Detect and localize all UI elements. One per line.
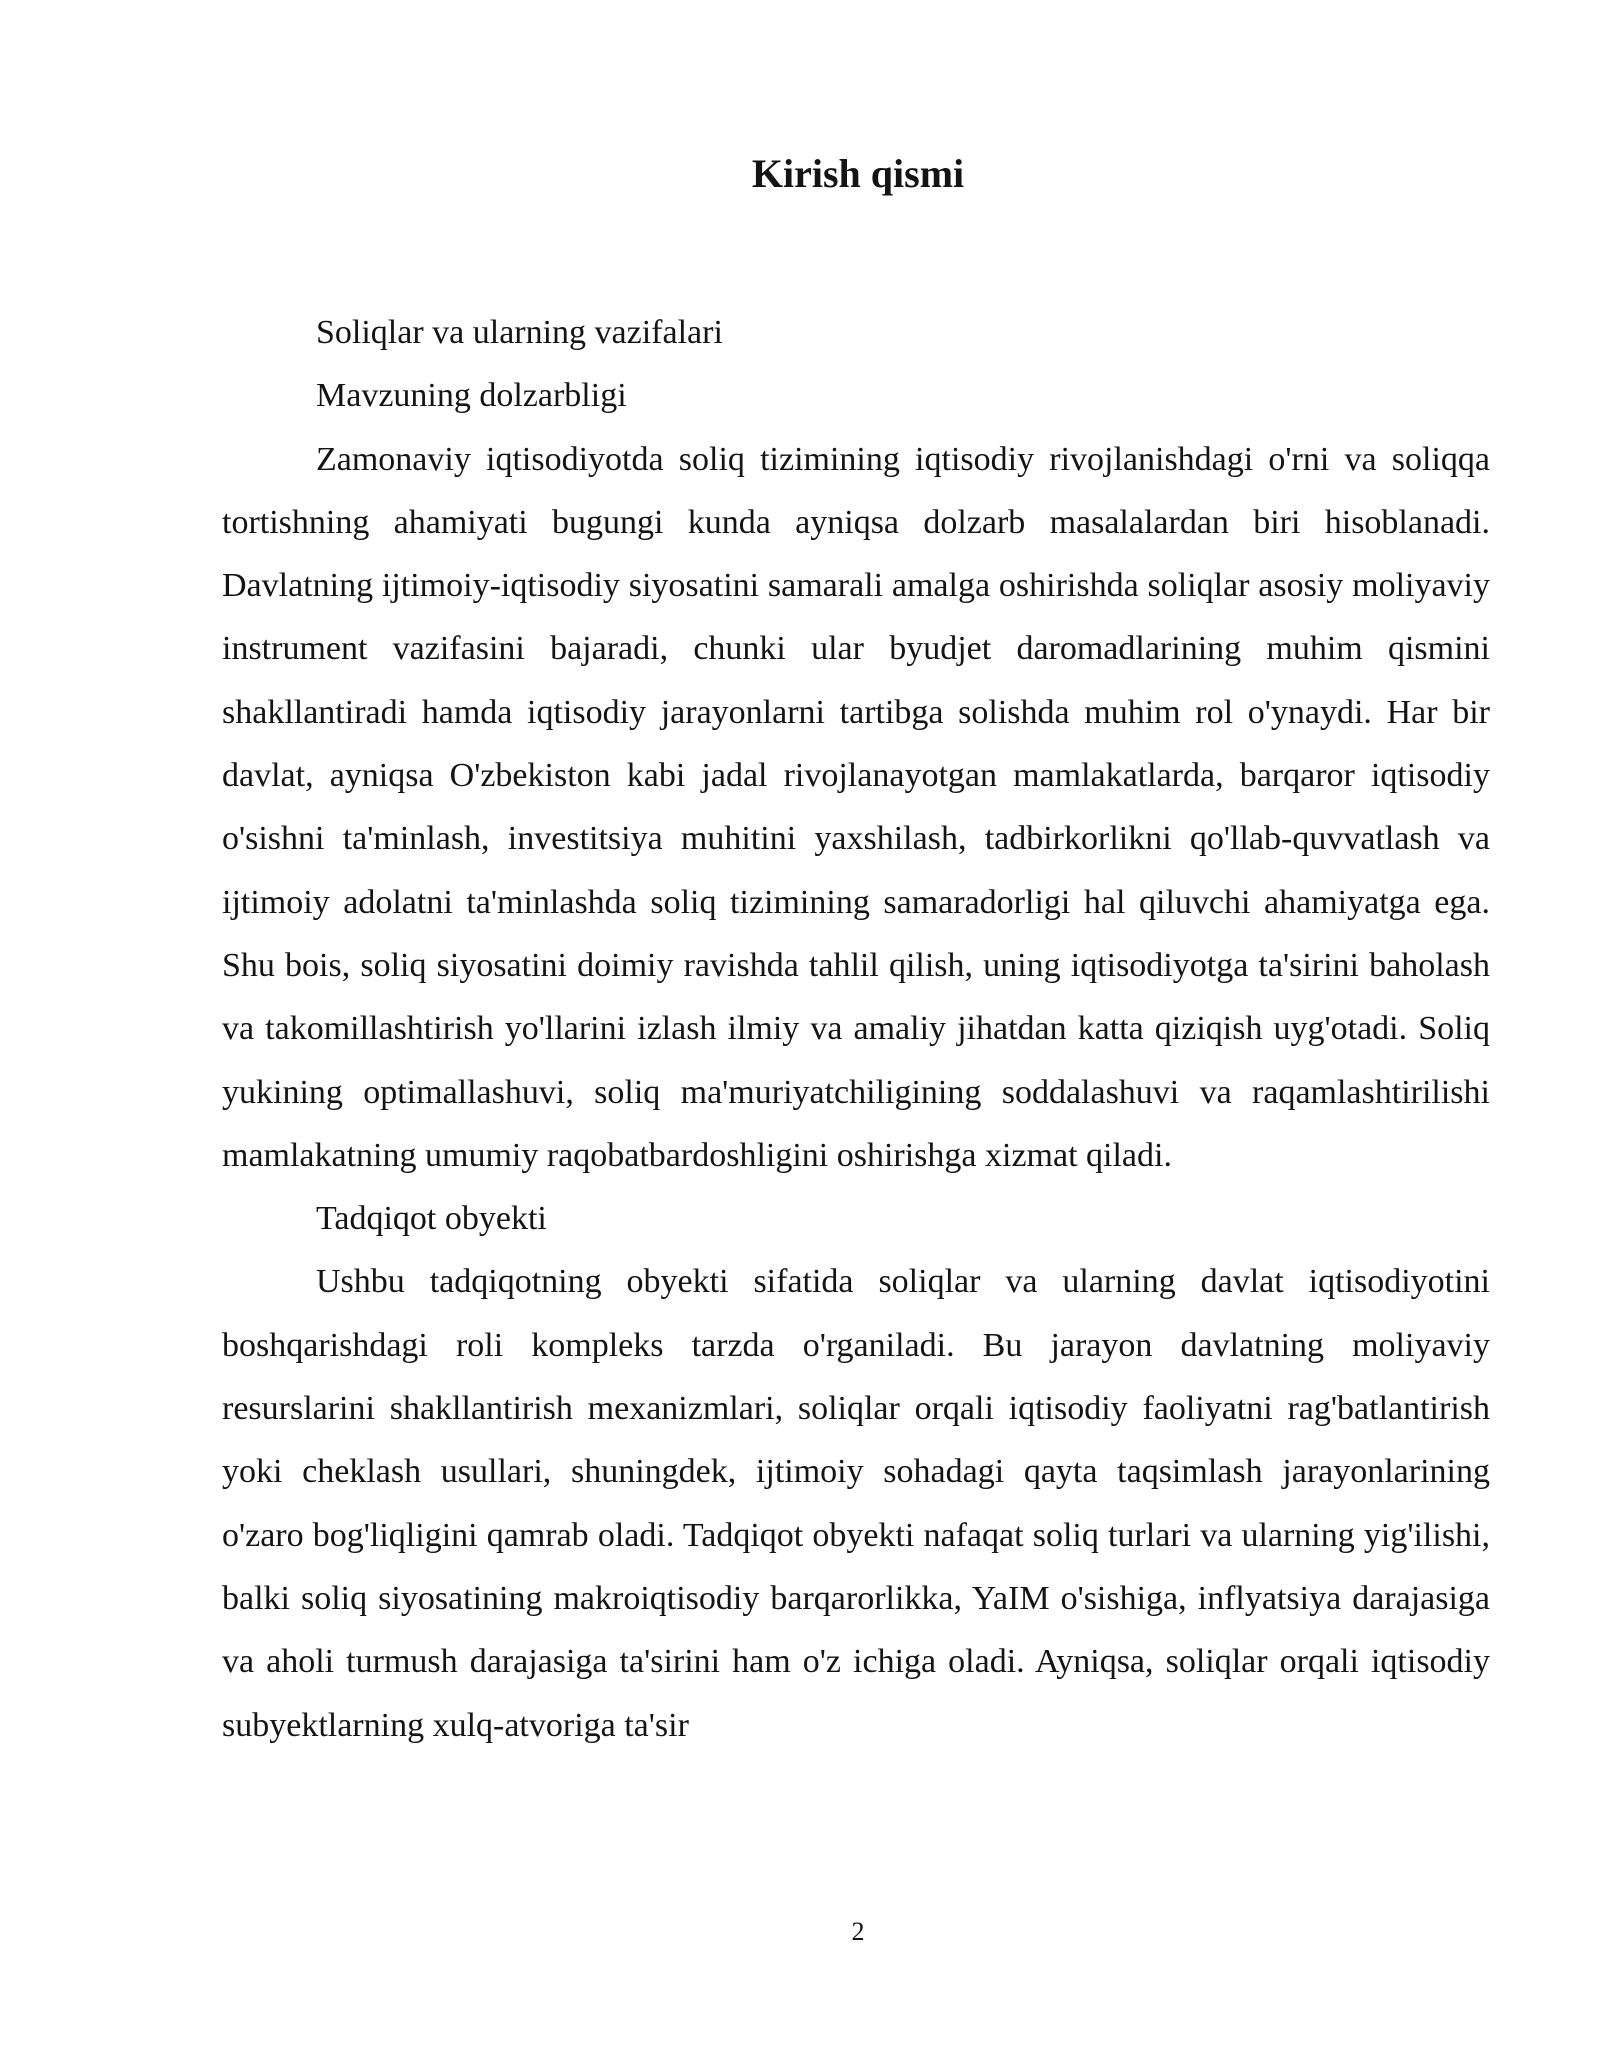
document-body: [222, 301, 1490, 1757]
topic-line: Soliqlar va ularning vazifalari: [316, 314, 723, 351]
relevance-paragraph: Zamonaviy iqtisodiyotda soliq tizimining iqtisodiy rivojlanishdagi o'rni va soliqqa tortishning ahamiyati bugungi kunda ayniqsa dolzarb masalalardan biri hisoblanadi. Davlatning ijtimoiy-iqtisodiy siyosatini samarali amalga oshirishda soliqlar asosiy moliyaviy instrument vazifasini bajaradi, chunki ular byudjet daromadlarining muhim qismini shakllantiradi hamda iqtisodiy jarayonlarni tartibga solishda muhim rol o'ynaydi. Har bir davlat, ayniqsa O'zbekiston kabi jadal rivojlanayotgan mamlakatlarda, barqaror iqtisodiy o'sishni ta'minlash, investitsiya muhitini yaxshilash, tadbirkorlikni qo'llab-quvvatlash va ijtimoiy adolatni ta'minlashda soliq tizimining samaradorligi hal qiluvchi ahamiyatga ega. Shu bois, soliq siyosatini doimiy ravishda tahlil qilish, uning iqtisodiyotga ta'sirini baholash va takomillashtirish yo'llarini izlash ilmiy va amaliy jihatdan katta qiziqish uyg'otadi. Soliq yukining optimallashuvi, soliq ma'muriyatchiligining soddalashuvi va raqamlashtirilishi mamlakatning umumiy raqobatbardoshligini oshirishga xizmat qiladi.: [222, 440, 1490, 1174]
page-number: 2: [851, 1917, 865, 1946]
research-object-heading: Tadqiqot obyekti: [316, 1200, 547, 1238]
research-object-paragraph: Ushbu tadqiqotning obyekti sifatida soliqlar va ularning davlat iqtisodiyotini boshqarishdagi roli kompleks tarzda o'rganiladi. Bu jarayon davlatning moliyaviy resurslarini shakllantirish mexanizmlari, soliqlar orqali iqtisodiy faoliyatni rag'batlantirish yoki cheklash usullari, shuningdek, ijtimoiy sohadagi qayta taqsimlash jarayonlarining o'zaro bog'liqligini qamrab oladi. Tadqiqot obyekti nafaqat soliq turlari va ularning yig'ilishi, balki soliq siyosatining makroiqtisodiy barqarorlikka, YaIM o'sishiga, inflyatsiya darajasiga va aholi turmush darajasiga ta'sirini ham o'z ichiga oladi. Ayniqsa, soliqlar orqali iqtisodiy subyektlarning xulq-atvoriga ta'sir: [222, 1263, 1490, 1744]
page-title: Kirish qismi: [751, 151, 965, 196]
relevance-heading: Mavzuning dolzarbligi: [316, 377, 627, 415]
